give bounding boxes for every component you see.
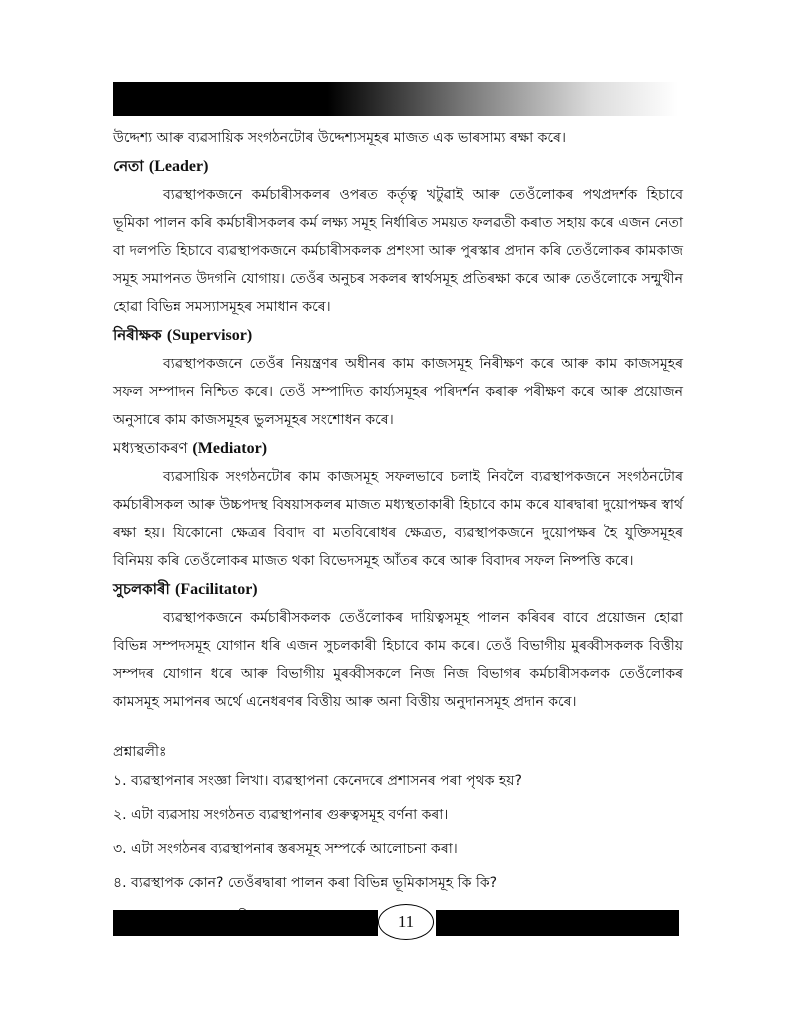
section-heading-facilitator: [113, 575, 683, 604]
section-title-as: সুচলকাৰী: [113, 580, 170, 598]
section-heading-leader: [113, 152, 683, 181]
question-item: ১. ব্যৱস্থাপনাৰ সংজ্ঞা লিখা। ব্যৱস্থাপনা কেনেদৰে প্ৰশাসনৰ পৰা পৃথক হয়?: [113, 773, 522, 789]
section-heading-supervisor: [113, 321, 683, 350]
section-body-mediator: ব্যৱসায়িক সংগঠনটোৰ কাম কাজসমূহ সফলভাবে চলাই নিবলৈ ব্যৱস্থাপকজনে সংগঠনটোৰ কৰ্মচাৰীসকল আৰু উচ্চপদস্থ বিষয়াসকলৰ মাজত মধ্যস্থতাকাৰী হিচাবে কাম কৰে যাৰদ্বাৰা দুয়োপক্ষৰ স্বাৰ্থ ৰক্ষা হয়। যিকোনো ক্ষেত্ৰৰ বিবাদ বা মতবিৰোধৰ ক্ষেত্ৰত, ব্যৱস্থাপকজনে দুয়োপক্ষৰ হৈ যুক্তিসমূহৰ বিনিময় কৰি তেওঁলোকৰ মাজত থকা বিভেদসমূহ আঁতৰ কৰে আৰু বিবাদৰ সফল নিষ্পত্তি কৰে।: [113, 469, 683, 569]
footer-bar-right: [436, 910, 679, 936]
section-title-en: (Facilitator): [175, 581, 258, 598]
section-title-as: নেতা: [113, 157, 144, 175]
section-title-as: নিৰীক্ষক: [113, 326, 162, 344]
section-title-en: (Leader): [148, 158, 209, 175]
page-body: [113, 124, 683, 936]
question-item: ৩. এটা সংগঠনৰ ব্যৱস্থাপনাৰ স্তৰসমূহ সম্পৰ্কে আলোচনা কৰা।: [113, 841, 458, 857]
intro-line: উদ্দেশ্য আৰু ব্যৱসায়িক সংগঠনটোৰ উদ্দেশ্যসমূহৰ মাজত এক ভাৰসাম্য ৰক্ষা কৰে।: [113, 130, 566, 146]
question-item: ২. এটা ব্যৱসায় সংগঠনত ব্যৱস্থাপনাৰ গুৰুত্বসমূহ বৰ্ণনা কৰা।: [113, 807, 449, 823]
section-body-leader: ব্যৱস্থাপকজনে কৰ্মচাৰীসকলৰ ওপৰত কৰ্তৃত্ব খটুৱাই আৰু তেওঁলোকৰ পথপ্ৰদৰ্শক হিচাবে ভূমিকা পালন কৰি কৰ্মচাৰীসকলৰ কৰ্ম লক্ষ্য সমূহ নিৰ্ধাৰিত সময়ত ফলৱতী কৰাত সহায় কৰে এজন নেতা বা দলপতি হিচাবে ব্যৱস্থাপকজনে কৰ্মচাৰীসকলক প্ৰশংসা আৰু পুৰস্কাৰ প্ৰদান কৰি তেওঁলোকৰ কামকাজ সমূহ সমাপনত উদগনি যোগায়। তেওঁৰ অনুচৰ সকলৰ স্বাৰ্থসমূহ প্ৰতিৰক্ষা কৰে আৰু তেওঁলোকে সন্মুখীন হোৱা বিভিন্ন সমস্যাসমূহৰ সমাধান কৰে।: [113, 187, 683, 315]
section-title-en: (Supervisor): [166, 327, 253, 344]
section-heading-mediator: [113, 434, 683, 463]
section-title-en: (Mediator): [192, 440, 268, 457]
question-item: ৪. ব্যৱস্থাপক কোন? তেওঁৰদ্বাৰা পালন কৰা বিভিন্ন ভূমিকাসমূহ কি কি?: [113, 875, 498, 891]
section-body-supervisor: ব্যৱস্থাপকজনে তেওঁৰ নিয়ন্ত্ৰণৰ অধীনৰ কাম কাজসমূহ নিৰীক্ষণ কৰে আৰু কাম কাজসমূহৰ সফল সম্পাদন নিশ্চিত কৰে। তেওঁ সম্পাদিত কাৰ্য্যসমূহৰ পৰিদৰ্শন কৰাৰু পৰীক্ষণ কৰে আৰু প্ৰয়োজন অনুসাৰে কাম কাজসমূহৰ ভুলসমূহৰ সংশোধন কৰে।: [113, 356, 683, 428]
questions-title: প্ৰশ্নাৱলীঃ: [113, 744, 167, 760]
footer-bar-left: [113, 910, 378, 936]
page-number: 11: [378, 904, 434, 940]
header-gradient-bar: [113, 82, 678, 116]
section-body-facilitator: ব্যৱস্থাপকজনে কৰ্মচাৰীসকলক তেওঁলোকৰ দায়িত্বসমূহ পালন কৰিবৰ বাবে প্ৰয়োজন হোৱা বিভিন্ন সম্পদসমূহ যোগান ধৰি এজন সুচলকাৰী হিচাবে কাম কৰে। তেওঁ বিভাগীয় মুৰব্বীসকলক বিত্তীয় সম্পদৰ যোগান ধৰে আৰু বিভাগীয় মুৰব্বীসকলে নিজ নিজ বিভাগৰ কৰ্মচাৰীসকলক তেওঁলোকৰ কামসমূহ সমাপনৰ অৰ্থে এনেধৰণৰ বিত্তীয় আৰু অনা বিত্তীয় অনুদানসমূহ প্ৰদান কৰে।: [113, 610, 683, 710]
section-title-as: মধ্যস্থতাকৰণ: [113, 439, 188, 457]
